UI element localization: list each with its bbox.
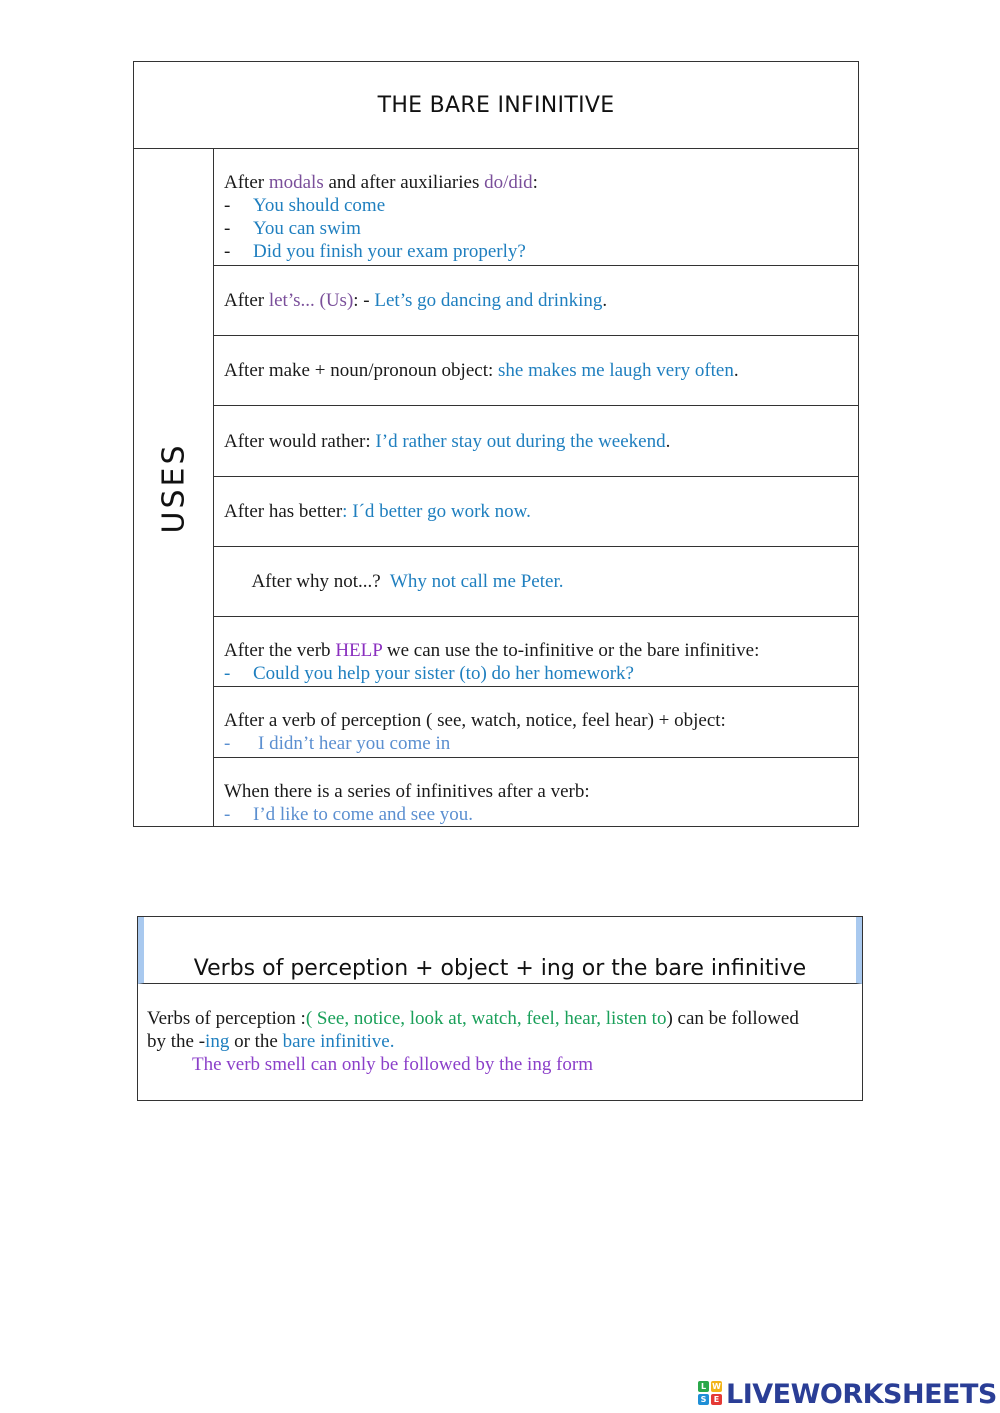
body-text: ) can be followed — [666, 1008, 799, 1029]
perception-box — [137, 916, 863, 1101]
logo-letter: S — [698, 1394, 709, 1405]
term-ing: ing — [205, 1031, 230, 1052]
row-term: HELP — [335, 640, 383, 661]
row-term: let’s... (Us) — [268, 290, 354, 311]
example-text: she makes me laugh very often — [498, 360, 734, 381]
perception-title: Verbs of perception + object + ing or the bare infinitive — [193, 956, 807, 981]
row-text: . — [733, 360, 739, 381]
example-text: You should come — [253, 195, 386, 216]
row-term: do/did — [484, 172, 533, 193]
example-item — [224, 194, 858, 217]
table-title: THE BARE INFINITIVE — [134, 62, 858, 149]
example-item — [224, 662, 858, 685]
row-text: When there is a series of infinitives after a verb: — [224, 781, 590, 802]
logo-text: LIVEWORKSHEETS — [726, 1378, 997, 1410]
row-text: After would rather: — [224, 430, 376, 452]
perception-line-1 — [147, 1007, 850, 1030]
body-text: or the — [229, 1031, 283, 1052]
row-term: modals — [268, 172, 324, 193]
liveworksheets-logo[interactable] — [698, 1377, 997, 1411]
example-text: Let’s go dancing and drinking — [374, 290, 603, 311]
use-row-had-better — [214, 477, 858, 547]
row-text: : — [532, 172, 538, 193]
row-text: After make + noun/pronoun object: — [224, 360, 499, 381]
row-text: After why not...? — [251, 571, 390, 592]
use-row-modals — [214, 149, 858, 266]
use-row-series — [214, 758, 858, 827]
row-text: we can use the to-infinitive or the bare infinitive: — [382, 640, 760, 661]
bare-infinitive-table — [133, 61, 859, 827]
term-bare-infinitive: bare infinitive. — [282, 1031, 395, 1052]
perception-body — [147, 1007, 850, 1076]
bullet: - — [224, 241, 231, 262]
use-row-lets — [214, 266, 858, 336]
example-text: Did you finish your exam properly? — [253, 241, 526, 262]
example-item — [224, 732, 858, 755]
bullet: - — [224, 663, 231, 684]
example-text: I didn’t hear you come in — [258, 733, 451, 754]
use-row-would-rather — [214, 406, 858, 477]
example-text: Why not call me Peter. — [389, 571, 564, 592]
row-text: . — [602, 290, 608, 311]
row-text: After has better — [224, 501, 343, 522]
bullet: - — [224, 218, 231, 239]
use-row-perception — [214, 687, 858, 758]
example-text: I’d like to come and see you. — [253, 804, 474, 825]
use-row-help — [214, 617, 858, 687]
row-text: After — [224, 172, 269, 193]
logo-letter: W — [712, 1382, 721, 1391]
example-item — [224, 803, 858, 826]
row-text: After a verb of perception ( see, watch, notice, feel hear) + object: — [224, 710, 726, 731]
example-item — [224, 217, 858, 240]
row-text: and after auxiliaries — [323, 172, 485, 193]
example-text: Could you help your sister (to) do her homework? — [253, 663, 634, 684]
perception-note: The verb smell can only be followed by the ing form — [192, 1054, 594, 1075]
logo-mark-icon — [698, 1381, 724, 1407]
example-text: I’d rather stay out during the weekend — [375, 430, 666, 452]
example-text: You can swim — [253, 218, 361, 239]
use-row-make — [214, 336, 858, 406]
verb-list: ( See, notice, look at, watch, feel, hear, listen to — [305, 1008, 667, 1029]
uses-label: USES — [156, 442, 191, 533]
logo-letter: E — [711, 1394, 722, 1405]
row-text: : - — [353, 290, 375, 311]
row-text: After — [224, 290, 269, 311]
example-text: : I´d better go work now. — [342, 501, 531, 522]
example-item — [224, 240, 858, 263]
body-text: Verbs of perception : — [147, 1008, 306, 1029]
bullet: - — [224, 733, 231, 754]
perception-header — [138, 917, 862, 984]
body-text: by the - — [147, 1031, 206, 1052]
row-text: After the verb — [224, 640, 336, 661]
logo-letter: L — [698, 1381, 709, 1392]
perception-line-2 — [147, 1030, 850, 1053]
bullet: - — [224, 195, 231, 216]
uses-column — [134, 149, 214, 826]
row-intro — [224, 171, 858, 194]
bullet: - — [224, 804, 231, 825]
use-row-why-not — [214, 547, 858, 617]
row-text: . — [665, 430, 671, 452]
